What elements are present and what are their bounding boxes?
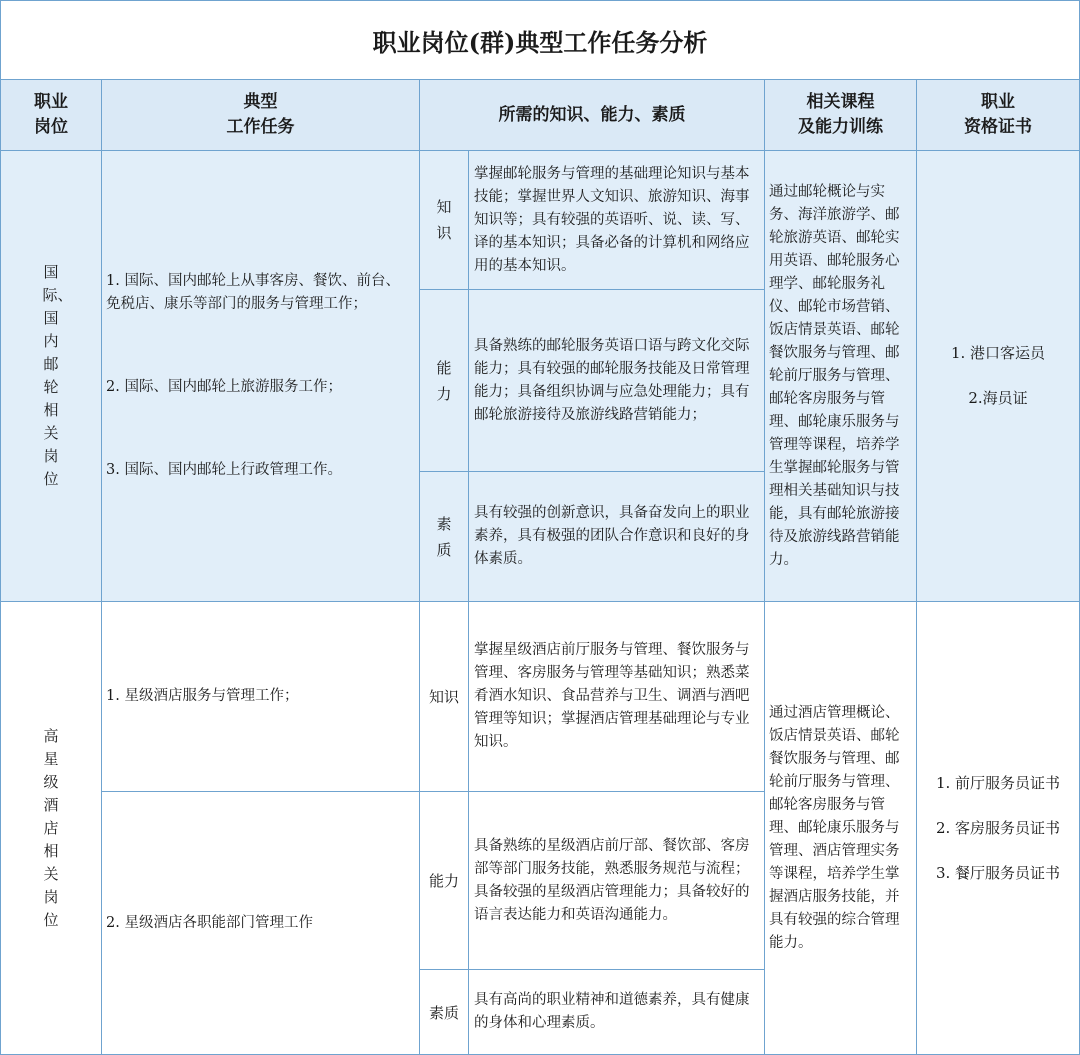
row2-knowledge-label-text: 知识 [428, 688, 459, 706]
row1-task-2: 2. 国际、国内邮轮上旅游服务工作； [106, 379, 342, 395]
row1-knowledge-label [419, 150, 469, 290]
row1-knowledge-text [468, 150, 765, 290]
header-position-label: 职业 岗位 [34, 92, 68, 137]
row2-cert-1: 1. 前厅服务员证书 [935, 773, 1061, 792]
row1-ability-label [419, 289, 469, 472]
row1-quality-label-text: 素质 [436, 514, 452, 559]
header-certificates-label: 职业 资格证书 [964, 92, 1032, 137]
row1-quality-label [419, 471, 469, 602]
row2-knowledge-text-content: 掌握星级酒店前厅服务与管理、餐饮服务与管理、客房服务与管理等基础知识；熟悉菜肴酒水知识、食品营养与卫生、调酒与酒吧管理等知识；掌握酒店管理基础理论与专业知识。 [474, 642, 750, 750]
row1-task-3: 3. 国际、国内邮轮上行政管理工作。 [106, 462, 342, 478]
row1-courses [764, 150, 917, 602]
row2-ability-text [468, 791, 765, 970]
row2-quality-label [419, 969, 469, 1055]
row2-cert-2: 2. 客房服务员证书 [935, 818, 1061, 837]
header-courses-label: 相关课程 及能力训练 [798, 92, 883, 137]
row2-knowledge-label [419, 601, 469, 792]
header-knowledge-label: 所需的知识、能力、素质 [498, 104, 686, 125]
row2-ability-label-text: 能力 [428, 872, 459, 890]
row2-courses [764, 601, 917, 1055]
row1-certificates [916, 150, 1080, 602]
row2-quality-label-text: 素质 [428, 1003, 459, 1022]
row1-ability-text [468, 289, 765, 472]
header-knowledge [419, 79, 765, 151]
row1-quality-text [468, 471, 765, 602]
row1-task-1: 1. 国际、国内邮轮上从事客房、餐饮、前台、 免税店、康乐等部门的服务与管理工作； [106, 273, 408, 312]
row2-quality-text [468, 969, 765, 1055]
row1-knowledge-text-content: 掌握邮轮服务与管理的基础理论知识与基本技能；掌握世界人文知识、旅游知识、海事知识等；具有较强的英语听、说、读、写、译的基本知识；具备必备的计算机和网络应用的基本知识。 [474, 165, 750, 274]
header-certificates [916, 79, 1080, 151]
row2-task-1: 1. 星级酒店服务与管理工作； [106, 688, 299, 704]
table-title: 职业岗位(群)典型工作任务分析 [0, 0, 1080, 80]
row2-task-1-cell [101, 601, 420, 792]
row2-ability-label [419, 791, 469, 970]
row2-task-2-cell [101, 791, 420, 1055]
row1-tasks [101, 150, 420, 602]
row2-certificates [916, 601, 1080, 1055]
row1-knowledge-label-text: 知识 [436, 198, 452, 242]
header-tasks-label: 典型 工作任务 [226, 92, 295, 137]
row1-cert-2: 2.海员证 [968, 389, 1028, 407]
row2-ability-text-content: 具备熟练的星级酒店前厅部、餐饮部、客房部等部门服务技能，熟悉服务规范与流程；具备较强的星级酒店管理能力；具备较好的语言表达能力和英语沟通能力。 [474, 837, 750, 923]
row1-ability-text-content: 具备熟练的邮轮服务英语口语与跨文化交际能力；具有较强的邮轮服务技能及日常管理能力；具备组织协调与应急处理能力；具有邮轮旅游接待及旅游线路营销能力； [474, 337, 750, 423]
row1-courses-text: 通过邮轮概论与实务、海洋旅游学、邮轮旅游英语、邮轮实用英语、邮轮服务心理学、邮轮服务礼仪、邮轮市场营销、饭店情景英语、邮轮餐饮服务与管理、邮轮前厅服务与管理、邮轮客房服务与管理、邮轮康乐服务与管理等课程，培养学生掌握邮轮服务与管理相关基础知识与技能，具有邮轮旅游接待及旅游线路营销能力。 [769, 183, 900, 568]
row1-quality-text-content: 具有较强的创新意识，具备奋发向上的职业素养，具有极强的团队合作意识和良好的身体素质。 [474, 505, 750, 567]
row2-task-2: 2. 星级酒店各职能部门管理工作 [106, 914, 313, 931]
row2-courses-text: 通过酒店管理概论、饭店情景英语、邮轮餐饮服务与管理、邮轮前厅服务与管理、邮轮客房服务与管理、邮轮康乐服务与管理、酒店管理实务等课程，培养学生掌握酒店服务技能，并具有较强的综合管理能力。 [769, 704, 900, 951]
row2-position [0, 601, 102, 1055]
row1-ability-label-text: 能力 [436, 358, 452, 403]
row1-position [0, 150, 102, 602]
row2-cert-3: 3. 餐厅服务员证书 [935, 863, 1061, 882]
row1-cert-1: 1. 港口客运员 [950, 344, 1046, 362]
header-tasks [101, 79, 420, 151]
row1-position-label: 国际、国内邮轮相关岗位 [42, 263, 73, 488]
header-position [0, 79, 102, 151]
row2-knowledge-text [468, 601, 765, 792]
row2-position-label: 高星级酒店相关岗位 [43, 726, 59, 929]
header-courses [764, 79, 917, 151]
row2-quality-text-content: 具有高尚的职业精神和道德素养，具有健康的身体和心理素质。 [474, 992, 750, 1031]
